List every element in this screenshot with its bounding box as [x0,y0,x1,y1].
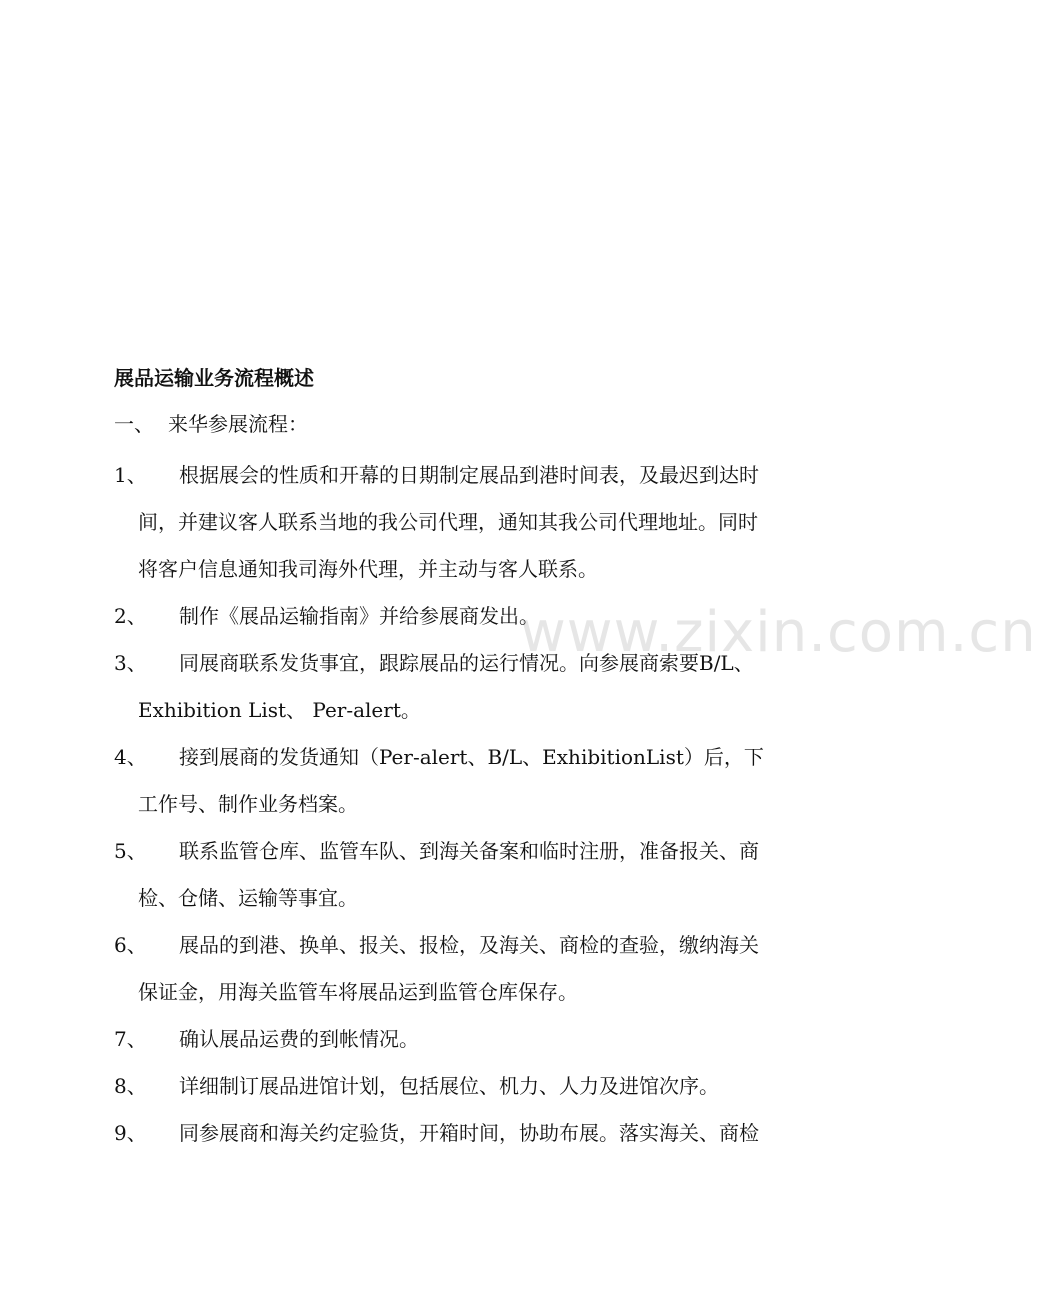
list-item-text-line: 同参展商和海关约定验货，开箱时间，协助布展。落实海关、商检 [179,1121,759,1145]
list-item-text-line: 将客户信息通知我司海外代理，并主动与客人联系。 [138,557,598,581]
list-item-text-line: 联系监管仓库、监管车队、到海关备案和临时注册，准备报关、商 [179,839,759,863]
list-item-text-line: 工作号、制作业务档案。 [138,792,358,816]
list-item [114,922,814,1016]
list-item-text-line: 同展商联系发货事宜，跟踪展品的运行情况。向参展商索要B/L、 [179,651,754,675]
list-item-text-line: 展品的到港、换单、报关、报检，及海关、商检的查验，缴纳海关 [179,933,759,957]
list-item-text-line: 接到展商的发货通知（Per-alert、B/L、ExhibitionList）后，下 [179,745,764,769]
list-item-number: 1、 [114,463,147,487]
process-step-list [114,452,814,1157]
list-item [114,452,814,593]
list-item-number: 4、 [114,745,147,769]
section-heading [114,408,308,440]
list-item-text-line: Exhibition List、 Per-alert。 [138,698,421,722]
list-item-text-line: 检、仓储、运输等事宜。 [138,886,358,910]
list-item-text-line: 根据展会的性质和开幕的日期制定展品到港时间表，及最迟到达时 [179,463,759,487]
section-heading-text: 来华参展流程： [168,412,308,436]
list-item-text-line: 间，并建议客人联系当地的我公司代理，通知其我公司代理地址。同时 [138,510,758,534]
list-item-number: 6、 [114,933,147,957]
list-item [114,734,814,828]
list-item [114,828,814,922]
list-item [114,1016,814,1063]
list-item-text-line: 制作《展品运输指南》并给参展商发出。 [179,604,539,628]
document-title: 展品运输业务流程概述 [114,366,314,390]
list-item [114,593,814,640]
list-item-text-line: 详细制订展品进馆计划，包括展位、机力、人力及进馆次序。 [179,1074,719,1098]
list-item-number: 7、 [114,1027,147,1051]
list-item-text-line: 保证金，用海关监管车将展品运到监管仓库保存。 [138,980,578,1004]
list-item [114,1110,814,1157]
list-item [114,640,814,734]
list-item-number: 9、 [114,1121,147,1145]
section-number: 一、 [114,412,154,436]
watermark: www.zixin.com.cn [520,600,1037,665]
list-item [114,1063,814,1110]
list-item-number: 2、 [114,604,147,628]
list-item-number: 5、 [114,839,147,863]
list-item-text-line: 确认展品运费的到帐情况。 [179,1027,419,1051]
list-item-number: 3、 [114,651,147,675]
list-item-number: 8、 [114,1074,147,1098]
